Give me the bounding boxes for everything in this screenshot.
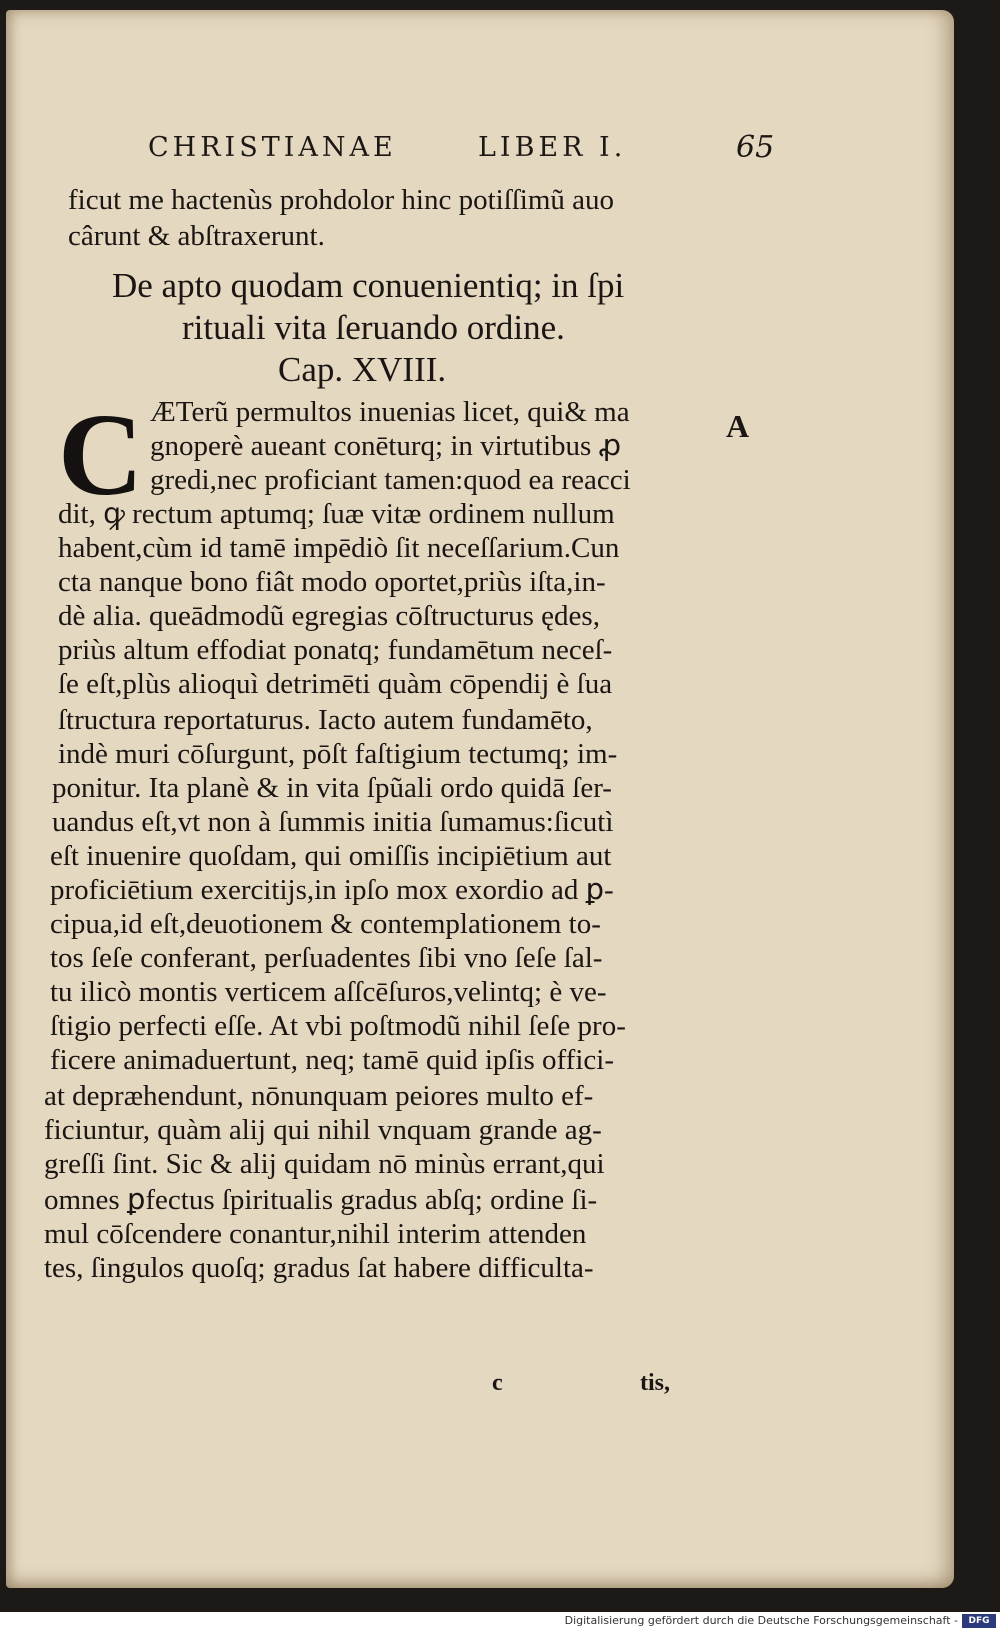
digitization-credit: Digitalisierung gefördert durch die Deutsche Forschungsgemeinschaft - <box>564 1614 958 1627</box>
body-line: eſt inuenire quoſdam, qui omiſſis incipiētium aut <box>50 840 612 872</box>
body-line: uandus eſt,vt non à ſummis initia ſumamus:ſicutì <box>52 806 614 838</box>
body-line: gredi,nec proficiant tamen:quod ea reacci <box>150 464 631 496</box>
signature-mark: c <box>492 1370 503 1396</box>
running-head-title: CHRISTIANAE <box>148 132 397 163</box>
body-line: priùs altum effodiat ponatq; fundamētum neceſ- <box>58 634 613 666</box>
chapter-number: Cap. XVIII. <box>278 350 447 389</box>
folio-number: 65 <box>736 130 775 165</box>
body-line: tos ſeſe conferant, perſuadentes ſibi vno ſeſe ſal- <box>50 942 603 974</box>
opening-line: cârunt & abſtraxerunt. <box>68 220 325 252</box>
catchword: tis, <box>640 1370 670 1396</box>
body-line: dè alia. queādmodũ egregias cōſtructurus ędes, <box>58 600 600 632</box>
body-line: gnoperè aueant conēturq; in virtutibus ꝓ <box>150 430 622 462</box>
drop-cap: C <box>58 389 144 520</box>
body-line: ſtructura reportaturus. Iacto autem fundamēto, <box>58 704 593 736</box>
chapter-heading-line: rituali vita ſeruando ordine. <box>182 308 565 347</box>
body-line: ponitur. Ita planè & in vita ſpũali ordo quidā ſer- <box>52 772 612 804</box>
body-line: dit, ꝙ rectum aptumq; ſuæ vitæ ordinem nullum <box>58 498 615 530</box>
body-line: proficiētium exercitijs,in ipſo mox exordio ad ꝑ- <box>50 874 614 906</box>
body-line: mul cōſcendere conantur,nihil interim attenden <box>44 1218 587 1250</box>
dfg-logo: DFG <box>962 1614 996 1628</box>
body-line: cta nanque bono fiât modo oportet,priùs iſta,in- <box>58 566 606 598</box>
body-line: habent,cùm id tamē impēdiò ſit neceſſarium.Cun <box>58 532 620 564</box>
chapter-heading-line: De apto quodam conuenientiq; in ſpi <box>112 266 625 305</box>
running-head <box>0 132 1000 172</box>
body-line: greſſi ſint. Sic & alij quidam nō minùs errant,qui <box>44 1148 605 1180</box>
body-line: ſe eſt,plùs alioquì detrimēti quàm cōpendij è ſua <box>58 668 613 700</box>
body-line: omnes ꝑfectus ſpiritualis gradus abſq; ordine ſi- <box>44 1184 598 1216</box>
body-line: ficiuntur, quàm alij qui nihil vnquam grande ag- <box>44 1114 602 1146</box>
running-head-liber: LIBER I. <box>478 132 627 163</box>
opening-line: ficut me hactenùs prohdolor hinc potiſſimũ auo <box>68 184 615 216</box>
margin-letter: A <box>726 408 750 444</box>
body-line: tu ilicò montis verticem aſſcēſuros,velintq; è ve- <box>50 976 607 1008</box>
body-line: ſtigio perfecti eſſe. At vbi poſtmodũ nihil ſeſe pro- <box>50 1010 626 1042</box>
body-line: ÆTerũ permultos inuenias licet, qui& ma <box>150 396 630 428</box>
body-line: tes, ſingulos quoſq; gradus ſat habere difficulta- <box>44 1252 594 1284</box>
body-line: cipua,id eſt,deuotionem & contemplationem to- <box>50 908 601 940</box>
body-line: indè muri cōſurgunt, pōſt faſtigium tectumq; im- <box>58 738 618 770</box>
body-line: at depræhendunt, nōnunquam peiores multo ef- <box>44 1080 594 1112</box>
body-line: ficere animaduertunt, neq; tamē quid ipſis offici- <box>50 1044 614 1076</box>
